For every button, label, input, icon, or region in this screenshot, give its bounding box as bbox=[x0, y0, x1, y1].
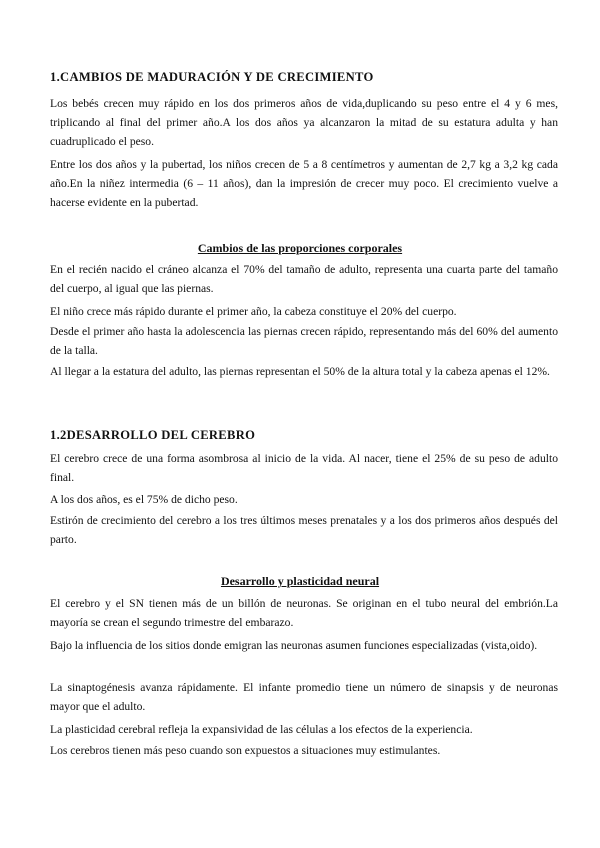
paragraph: El cerebro crece de una forma asombrosa al inicio de la vida. Al nacer, tiene el 25% de su peso de adulto final. bbox=[50, 452, 558, 484]
paragraph: Al llegar a la estatura del adulto, las piernas representan el 50% de la altura total y la cabeza apenas el 12%. bbox=[50, 365, 550, 378]
paragraph: En el recién nacido el cráneo alcanza el 70% del tamaño de adulto, representa una cuarta parte del tamaño del cuerpo, al igual que las piernas. bbox=[50, 263, 558, 295]
paragraph: El niño crece más rápido durante el primer año, la cabeza constituye el 20% del cuerpo. bbox=[50, 305, 457, 318]
paragraph: Los bebés crecen muy rápido en los dos primeros años de vida,duplicando su peso entre el 4 y 6 mes, triplicando al final del primer año.A los dos años ya alcanzaron la mitad de su estatura adulta y han cuadruplicado el peso. bbox=[50, 97, 558, 148]
paragraph: Bajo la influencia de los sitios donde emigran las neuronas asumen funciones especializadas (vista,oido). bbox=[50, 639, 538, 652]
paragraph: Entre los dos años y la pubertad, los niños crecen de 5 a 8 centímetros y aumentan de 2,7 kg a 3,2 kg cada año.En la niñez intermedia (6 – 11 años), dan la impresión de crecer muy poco. El crecimiento vuelve a hacerse evidente en la pubertad. bbox=[50, 158, 558, 209]
subsection-2-title: Desarrollo y plasticidad neural bbox=[220, 574, 380, 588]
section-2-title: 1.2DESARROLLO DEL CEREBRO bbox=[50, 428, 256, 442]
paragraph: Estirón de crecimiento del cerebro a los tres últimos meses prenatales y a los dos primeros años después del parto. bbox=[50, 514, 558, 546]
paragraph: La plasticidad cerebral refleja la expansividad de las células a los efectos de la experiencia. bbox=[50, 723, 473, 736]
paragraph: El cerebro y el SN tienen más de un billón de neuronas. Se originan en el tubo neural del embrión.La mayoría se crean el segundo trimestre del embarazo. bbox=[50, 597, 558, 629]
paragraph: Desde el primer año hasta la adolescencia las piernas crecen rápido, representando más del 60% del aumento de la talla. bbox=[50, 325, 558, 357]
subsection-1-title: Cambios de las proporciones corporales bbox=[197, 241, 403, 255]
section-1-title: 1.CAMBIOS DE MADURACIÓN Y DE CRECIMIENTO bbox=[50, 70, 374, 84]
paragraph: Los cerebros tienen más peso cuando son expuestos a situaciones muy estimulantes. bbox=[50, 744, 441, 757]
paragraph: La sinaptogénesis avanza rápidamente. El infante promedio tiene un número de sinapsis y de neuronas mayor que el adulto. bbox=[50, 681, 558, 713]
paragraph: A los dos años, es el 75% de dicho peso. bbox=[50, 493, 238, 506]
